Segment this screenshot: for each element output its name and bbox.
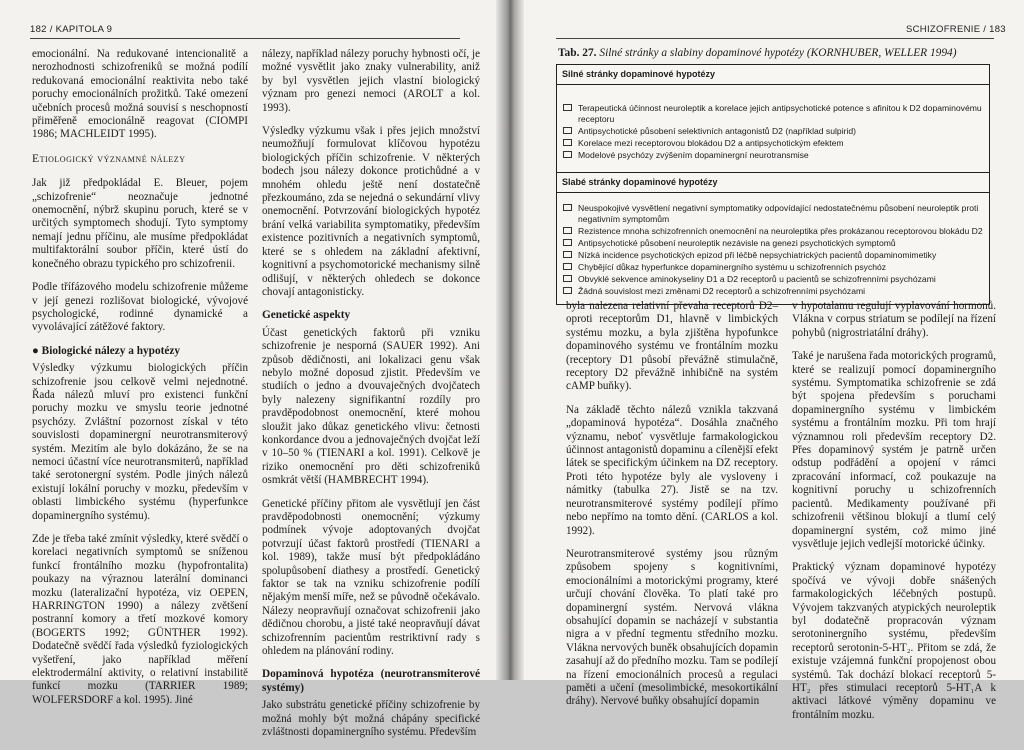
- checkbox-square-icon: [563, 287, 572, 294]
- subsection-heading: Dopaminová hypotéza (neurotransmiterové systémy): [262, 668, 480, 694]
- table-list-item-text: Antipsychotické působení neuroleptik nezávisle na genezi psychotických symptomů: [578, 238, 896, 248]
- table-list-item: [563, 262, 983, 273]
- table-list-item-text: Neuspokojivé vysvětlení negativní symptomatiky odpovídající nedostatečnému působení neuroleptik proti negativním symptomům: [578, 203, 979, 224]
- table-list-item: [563, 138, 983, 149]
- table-list-item-text: Žádná souvislost mezi změnami D2 receptorů a schizofrenními psychózami: [578, 286, 866, 296]
- left-header-rule: [30, 38, 460, 39]
- subsection-heading: Genetické aspekty: [262, 309, 351, 322]
- right-column-1: [566, 300, 778, 719]
- table-list-item: [563, 150, 983, 161]
- strong-points-list: [557, 85, 989, 172]
- table-list-item: [563, 250, 983, 261]
- table-number: Tab. 27.: [558, 47, 597, 59]
- table-list-item: [563, 103, 983, 125]
- paragraph: Neurotransmiterové systémy jsou různým způsobem spojeny s kognitivními, emocionálními a motorickými programy, které určují chování člověka. To platí také pro dopaminergní systém. Nervová vlákna obsahující dopamin se nacházejí v substantia nigra a v přední tegmentu středního mozku. Vlákna nervových buněk obsahujících dopamin zasahují až do předního mozku. Tam se podílejí na řízení emocionálních procesů a regulaci paměti a učení (mesolimbické, mesokortikální dráhy). Nervové buňky obsahující dopamin: [566, 547, 778, 708]
- paragraph: Účast genetických faktorů při vzniku schizofrenie je nesporná (SAUER 1992). Ani způsob dědičnosti, ani lokalizaci genu však nebylo možné doposud zjistit. Především ve studiích o jedno a dvouvaječných dvojčatech byly nalezeny signifikantní rozdíly pro pravděpodobnost onemocnění, které mohou sloužit jako důkaz genetického vlivu: četnosti konkordance dvou a jednovaječných dvojčat leží v 10–50 % (TIENARI a kol. 1991). Celkově je riziko onemocnění pro děti schizofreniků osmkrát větší (HAMBRECHT 1994).: [262, 326, 480, 487]
- table-list-item-text: Obvyklé sekvence aminokyseliny D1 a D2 receptorů u pacientů se schizofrenními psychózami: [578, 274, 936, 284]
- strong-points-heading: Silné stránky dopaminové hypotézy: [557, 65, 989, 85]
- checkbox-square-icon: [563, 275, 572, 282]
- table-list-item-text: Modelové psychózy zvýšením dopaminergní neurotransmise: [578, 150, 809, 160]
- paragraph: nálezy, například nálezy poruchy hybnosti očí, je možné vysvětlit jako znaky vulnerability, aniž by byl vysvětlen jejich vlastní biologický význam pro genezi nemoci (AROLT a kol. 1993).: [262, 48, 480, 114]
- subsection-heading: [32, 345, 248, 358]
- bullet-icon: ●: [32, 344, 42, 357]
- table-list-item: [563, 203, 983, 225]
- left-page: [0, 0, 506, 739]
- table-list-item-text: Rezistence mnoha schizofrenních onemocnění na neuroleptika přes prokázanou receptorovou blokádu D2: [578, 226, 983, 236]
- table-list-item-text: Terapeutická účinnost neuroleptik a korelace jejich antipsychotické potence s afinitou k D2 dopaminovému receptoru: [578, 103, 982, 124]
- paragraph: Podle třífázového modelu schizofrenie můžeme v její genezi rozlišovat biologické, vývojové psychologické, rodinné dynamické a vyvolávající zátěžové faktory.: [32, 281, 248, 334]
- table-list-item-text: Chybějící důkaz hyperfunkce dopaminergního systému u schizofrenních psychóz: [578, 262, 887, 272]
- paragraph: emocionální. Na redukované intencionalitě a nerozhodnosti schizofreniků se možná podílí redukovaná emocionální reaktivita nebo také poruchy emocionálních prožitků. Také omezení učebních procesů možná souvisí s neschopností přiměřeně emocionálně reagovat (CIOMPI 1986; MACHLEIDT 1995).: [32, 48, 248, 141]
- paragraph: Zde je třeba také zmínit výsledky, které svědčí o korelaci negativních symptomů se sníženou funkcí frontálního mozku (hypofrontalita) poukazy na výraznou laterální dominanci mozku (lateralizační hypotéza, viz OEPEN, HARRINGTON 1990) a nálezy zvětšení postranní komory a třetí mozkové komory (BOGERTS 1992; GÜNTHER 1992). Dodatečně svědčí řada výsledků fyziologických vyšetření, jako například měření elektrodermální aktivity, o relativní instabilitě funkcí mozku (TARRIER 1989; WOLFERSDORF a kol. 1995). Jiné: [32, 533, 248, 706]
- right-header-rule: [556, 38, 994, 39]
- paragraph: v hypotalamu regulují vyplavování hormonů. Vlákna v corpus striatum se podílejí na řízení pohybů (nigrostriatální dráhy).: [792, 300, 996, 339]
- paragraph: Praktický význam dopaminové hypotézy spočívá ve vývoji dobře snášených farmakologických léčebných postupů. Vývojem takzvaných atypických neuroleptik byl dodatečně propracován význam serotoninergního systému, především receptorů serotonin-5-HT₂. Přitom se zdá, že existuje vzájemná funkční propojenost obou systémů. Tak dochází blokací receptorů 5-HT₂ přes stimulaci receptorů 5-HT₁A k aktivaci látkové výměny dopaminu ve frontálním mozku.: [792, 561, 996, 721]
- table-list-item: [563, 238, 983, 249]
- table-list-item-text: Antipsychotické působení selektivních antagonistů D2 (například sulpirid): [578, 126, 857, 136]
- checkbox-square-icon: [563, 204, 572, 211]
- table-list-item: [563, 126, 983, 137]
- paragraph-text: Také je narušena řada motorických programů, které se realizují pomocí dopaminergního systému. Symptomatika schizofrenie se zdá být spojena především s poruchami dopaminergního systému v limbickém systému a frontálním mozku. Při tom hrají významnou roli především receptory D2. Přes dopaminový systém je patrně určen odstup podřádění a opojení v rámci zpracování informací, což poukazuje na kognitivní poruchy u schizofrenních pacientů. Medikamenty používané při schizofrenii většinou blokují a tlumí celý dopaminergní systém, což mimo jiné vysvětluje jejich vedlejší motorické účinky.: [792, 350, 996, 550]
- left-column-1: [32, 48, 248, 717]
- table-list-item: [563, 226, 983, 237]
- paragraph: [792, 350, 996, 551]
- table-list-item: [563, 274, 983, 285]
- book-gutter: [496, 0, 524, 680]
- section-heading: Etiologický významné nálezy: [32, 151, 186, 165]
- checkbox-square-icon: [563, 151, 572, 158]
- weak-points-list: [557, 193, 989, 304]
- paragraph: Jak již předpokládal E. Bleuer, pojem „schizofrenie“ neoznačuje jednotné onemocnění, nýbrž skupinu poruch, které se v určitých symptomech shodují. Tyto symptomy nemají jednu příčinu, ale musíme předpokládat multifaktorální soubor příčin, které ústí do konečného obrazu typického pro schizofrenii.: [32, 177, 248, 270]
- paragraph: Výsledky výzkumu však i přes jejich množství neumožňují formulovat klíčovou hypotézu biologických příčin schizofrenie. V některých bodech jsou nálezy dokonce protichůdné a v mnohém ohledu ještě není dostatečně přezkoumáno, zda se nejedná o sekundární vlivy onemocnění. Potvrzování biologických hypotéz brání velká variabilita symptomatiky, především existence pozitivních a negativních symptomů, které se s ohledem na základní afektivní, kognitivní a psychomotorické mechanismy silně odlišují, v některých ohledech se dokonce chovají antagonisticky.: [262, 125, 480, 298]
- paragraph: Jako substrátu genetické příčiny schizofrenie by možná mohly být možná chápány specifické zvláštnosti dopaminergního systému. Především: [262, 699, 480, 739]
- weak-points-heading: Slabé stránky dopaminové hypotézy: [557, 172, 989, 193]
- checkbox-square-icon: [563, 239, 572, 246]
- checkbox-square-icon: [563, 251, 572, 258]
- table-caption: [558, 46, 988, 60]
- subsection-heading-text: Biologické nálezy a hypotézy: [41, 344, 181, 357]
- paragraph: Na základě těchto nálezů vznikla takzvaná „dopaminová hypotéza“. Dosáhla značného významu, neboť vysvětluje farmakologickou účinnost antagonistů dopaminu a cílenější efekt látek se specifickým účinkem na DZ receptory. Proti této hypotéze byly ale vysloveny i námitky (tabulka 27). Jistě se na tzv. neurotransmiterové systémy podílejí přímo nebo nepřímo na tomto dění. (CARLOS a kol. 1992).: [566, 403, 778, 537]
- right-column-2: [792, 300, 996, 732]
- checkbox-square-icon: [563, 139, 572, 146]
- checkbox-square-icon: [563, 227, 572, 234]
- table-27: [556, 64, 990, 305]
- left-column-2: [262, 48, 480, 750]
- paragraph: Genetické příčiny přitom ale vysvětlují jen část pravděpodobnosti onemocnění; výzkumy podmínek vývoje adoptovaných dvojčat potvrzují účast faktorů prostředí (TIENARI a kol. 1989), takže musí být předpokládáno spolupůsobení diathesy a prostředí. Genetický faktor se tak na vzniku schizofrenie podílí nějakým menší míře, než se původně očekávalo. Nálezy neopravňují označovat schizofrenii jako dědičnou chorobu, a jisté také neopravňují dávat schizofrenním pacientům restriktivní rady s ohledem na plánování rodiny.: [262, 497, 480, 658]
- left-running-head: 182 / KAPITOLA 9: [30, 24, 113, 35]
- checkbox-square-icon: [563, 104, 572, 111]
- checkbox-square-icon: [563, 263, 572, 270]
- checkbox-square-icon: [563, 127, 572, 134]
- table-title: Silné stránky a slabiny dopaminové hypotézy (KORNHUBER, WELLER 1994): [599, 47, 957, 59]
- table-list-item-text: Nízká incidence psychotických epizod při léčbě nepsychiatrických pacientů dopaminomimetiky: [578, 250, 937, 260]
- table-list-item-text: Korelace mezi receptorovou blokádou D2 a antipsychotickým efektem: [578, 138, 844, 148]
- paragraph: byla nalezena relativní převaha receptorů D2–oproti receptorům D1, hlavně v limbických systému mozku, a byla zjištěna hypofunkce dopaminového systému ve frontálním mozku (receptory D1 působí převážně stimulačně, receptory D2 převážně inhibičně na systém cAMP buňky).: [566, 300, 778, 393]
- paragraph: Výsledky výzkumu biologických příčin schizofrenie jsou celkově velmi nejednotné. Řada nálezů mluví pro existenci funkční poruchy mozku ve smyslu teorie jednotné psychózy. Zvláštní pozornost získal v této souvislosti dopaminergní neurotransmiterový systém. Mezitím ale bylo dokázáno, že se na nemoci účastní více neurotransmiterů, například také serotonergní systém. Podle jiných nálezů existují lokální poruchy v mozku, především v oblasti limbického systému (hyperfunkce dopaminergního systému).: [32, 362, 248, 522]
- right-running-head: SCHIZOFRENIE / 183: [906, 24, 1006, 35]
- table-list-item: [563, 286, 983, 297]
